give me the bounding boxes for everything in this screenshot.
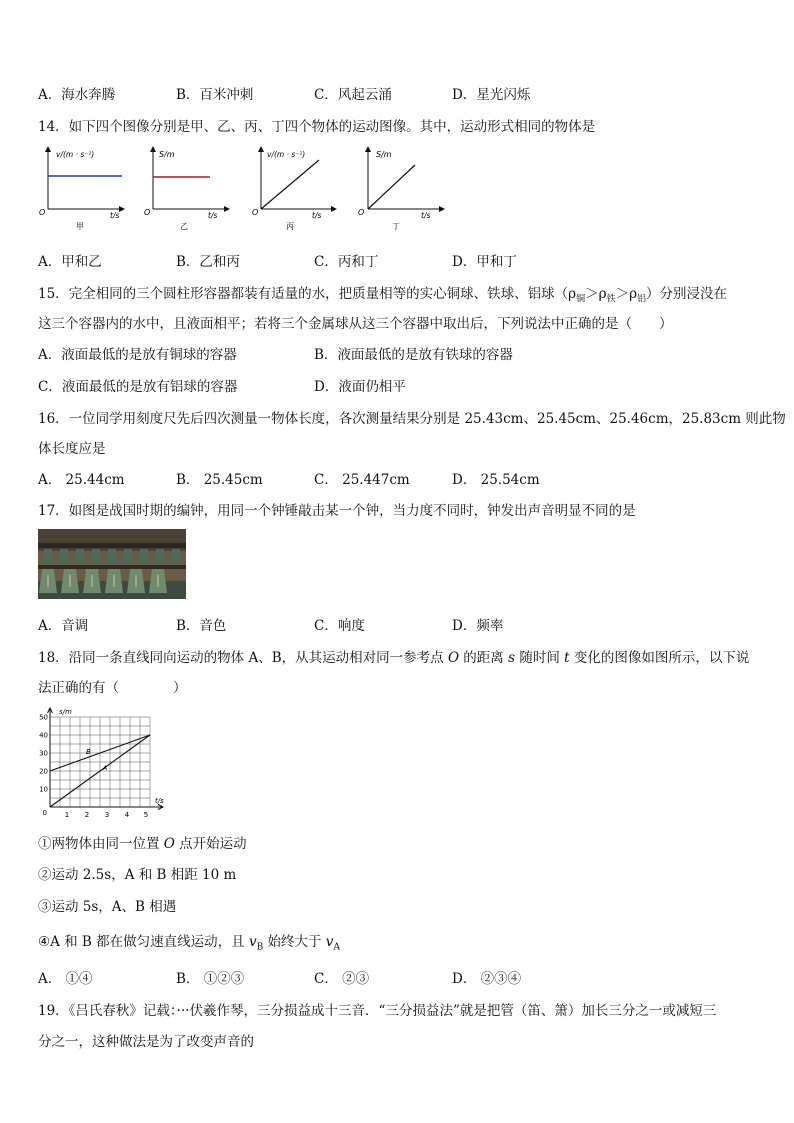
q15-gt2: ＞ρ <box>615 286 638 302</box>
graph-ding-line <box>368 165 415 209</box>
y-tick-label: 30 <box>39 749 48 758</box>
q17-stem: 17．如图是战国时期的编钟，用同一个钟锤敲击某一个钟，当力度不同时，钟发出声音明显不同的是 <box>38 503 636 519</box>
q15-option-c: C．液面最低的是放有铝球的容器 <box>38 379 238 395</box>
graph-jia-ylabel: v/(m · s⁻¹) <box>56 150 95 159</box>
q15-line1-end: ）分别浸没在 <box>646 286 728 302</box>
graph-jia-xlabel: t/s <box>110 211 120 220</box>
y-tick-label: 40 <box>39 731 48 740</box>
q18-s4-mid: 始终大于 <box>263 934 326 950</box>
q16-option-a: A． 25.44cm <box>38 472 125 488</box>
q18-stem-line2: 法正确的有（ ） <box>38 680 187 696</box>
graph-jia-origin: O <box>39 208 46 217</box>
q14-motion-graphs <box>36 143 456 235</box>
q16-stem-line1: 16．一位同学用刻度尺先后四次测量一物体长度，各次测量结果分别是 25.43cm、25.45cm、25.46cm，25.83cm 则此物 <box>38 411 786 427</box>
q18-v-a: v <box>325 934 334 950</box>
y-axis-label: s/m <box>59 708 72 716</box>
q13-option-a: A．海水奔腾 <box>38 87 116 103</box>
x-tick-label: 5 <box>143 811 149 819</box>
q14-stem: 14．如下四个图像分别是甲、乙、丙、丁四个物体的运动图像。其中，运动形式相同的物体是 <box>38 119 596 135</box>
q15-option-d: D．液面仍相平 <box>314 379 406 395</box>
q16-option-c: C． 25.447cm <box>314 472 410 488</box>
q18-point-o: O <box>447 650 460 666</box>
q14-option-c: C．丙和丁 <box>314 254 379 270</box>
q18-var-t: t <box>564 650 570 666</box>
q18-option-c: C． ②③ <box>314 971 370 987</box>
q18-s1-point-o: O <box>163 836 175 852</box>
y-tick-label: 10 <box>39 785 48 794</box>
q18-line1-end: 变化的图像如图所示，以下说 <box>569 650 750 666</box>
q16-option-d: D． 25.54cm <box>452 472 540 488</box>
origin-label: 0 <box>42 809 47 817</box>
q17-option-c: C．响度 <box>314 618 365 634</box>
rho-iron-subscript: 铁 <box>606 294 616 305</box>
graph-bing-line <box>261 160 319 209</box>
q17-option-a: A．音调 <box>38 618 89 634</box>
q18-statement-1 <box>38 832 247 852</box>
q15-stem-line1 <box>38 282 727 305</box>
graph-ding-origin: O <box>358 208 365 217</box>
q15-gt1: ＞ρ <box>585 286 607 302</box>
q18-option-d: D． ②③④ <box>452 971 522 987</box>
y-tick-label: 20 <box>39 767 48 776</box>
graph-bing-name: 丙 <box>286 222 294 231</box>
q18-s1-text: ①两物体由同一位置 <box>38 836 164 852</box>
q18-s1-end: 点开始运动 <box>174 836 247 852</box>
q19-stem-line2: 分之一，这种做法是为了改变声音的 <box>38 1034 254 1050</box>
q18-v-b-subscript: B <box>256 942 264 953</box>
graph-yi-origin: O <box>144 208 151 217</box>
q18-v-a-subscript: A <box>333 942 340 953</box>
q18-statement-3: ③运动 5s，A、B 相遇 <box>38 899 177 915</box>
x-axis-label: t/s <box>155 797 164 805</box>
q16-option-b: B． 25.45cm <box>176 472 263 488</box>
graph-ding <box>358 147 444 231</box>
graph-ding-xlabel: t/s <box>421 211 431 220</box>
q17-option-b: B．音色 <box>176 618 227 634</box>
graph-ding-name: 丁 <box>392 222 400 231</box>
q14-option-b: B．乙和丙 <box>176 254 240 270</box>
x-tick-label: 3 <box>104 811 110 819</box>
q18-option-b: B． ①②③ <box>176 971 245 987</box>
graph-yi <box>144 147 229 231</box>
q18-line1-mid2: 随时间 <box>515 650 565 666</box>
bianzhong-bells-photo <box>38 529 186 599</box>
rho-copper-subscript: 铜 <box>576 294 586 305</box>
q15-line1-text: 15．完全相同的三个圆柱形容器都装有适量的水，把质量相等的实心铜球、铁球、铝球（ρ <box>38 286 577 302</box>
q18-option-a: A． ①④ <box>38 971 93 987</box>
graph-bing-ylabel: v/(m · s⁻¹) <box>267 150 306 159</box>
q13-option-d: D．星光闪烁 <box>452 87 531 103</box>
q15-option-a: A．液面最低的是放有铜球的容器 <box>38 347 237 363</box>
graph-yi-ylabel: S/m <box>159 150 175 159</box>
q18-v-b: v <box>248 934 257 950</box>
q17-option-d: D．频率 <box>452 618 504 634</box>
q14-option-d: D．甲和丁 <box>452 254 517 270</box>
q13-option-c: C．风起云涌 <box>314 87 392 103</box>
q13-option-b: B．百米冲刺 <box>176 87 254 103</box>
graph-ding-ylabel: S/m <box>376 150 392 159</box>
graph-bing-origin: O <box>252 208 259 217</box>
q14-option-a: A．甲和乙 <box>38 254 102 270</box>
q15-stem-line2: 这三个容器内的水中，且液面相平；若将三个金属球从这三个容器中取出后，下列说法中正确的是（ ） <box>38 316 673 332</box>
x-tick-label: 1 <box>64 811 70 819</box>
q15-option-b: B．液面最低的是放有铁球的容器 <box>314 347 513 363</box>
q18-line1-text: 18．沿同一条直线同向运动的物体 A、B，从其运动相对同一参考点 <box>38 650 448 666</box>
q18-stem-line1 <box>38 646 749 666</box>
y-tick-label: 50 <box>39 713 48 722</box>
graph-bing-xlabel: t/s <box>312 211 322 220</box>
graph-yi-name: 乙 <box>180 222 188 231</box>
x-tick-label: 2 <box>84 811 90 819</box>
graph-bing <box>252 147 336 231</box>
x-tick-label: 4 <box>124 811 130 819</box>
q18-var-s: s <box>508 650 516 666</box>
q18-s4-text: ④A 和 B 都在做匀速直线运动，且 <box>38 934 249 950</box>
graph-jia <box>39 147 124 231</box>
rho-aluminum-subscript: 铝 <box>637 294 647 305</box>
q18-st-chart <box>36 702 186 822</box>
q18-line1-mid: 的距离 <box>459 650 509 666</box>
series-label-a: A <box>103 765 108 773</box>
q18-statement-4 <box>38 930 340 953</box>
q19-stem-line1: 19．《吕氏春秋》记载：···伏羲作琴，三分损益成十三音．“三分损益法”就是把管（笛、箫）加长三分之一或减短三 <box>38 1003 717 1019</box>
series-label-b: B <box>86 747 91 756</box>
q16-stem-line2: 体长度应是 <box>38 441 106 457</box>
graph-jia-name: 甲 <box>76 222 84 231</box>
q18-statement-2: ②运动 2.5s，A 和 B 相距 10 m <box>38 867 237 883</box>
graph-yi-xlabel: t/s <box>208 211 218 220</box>
